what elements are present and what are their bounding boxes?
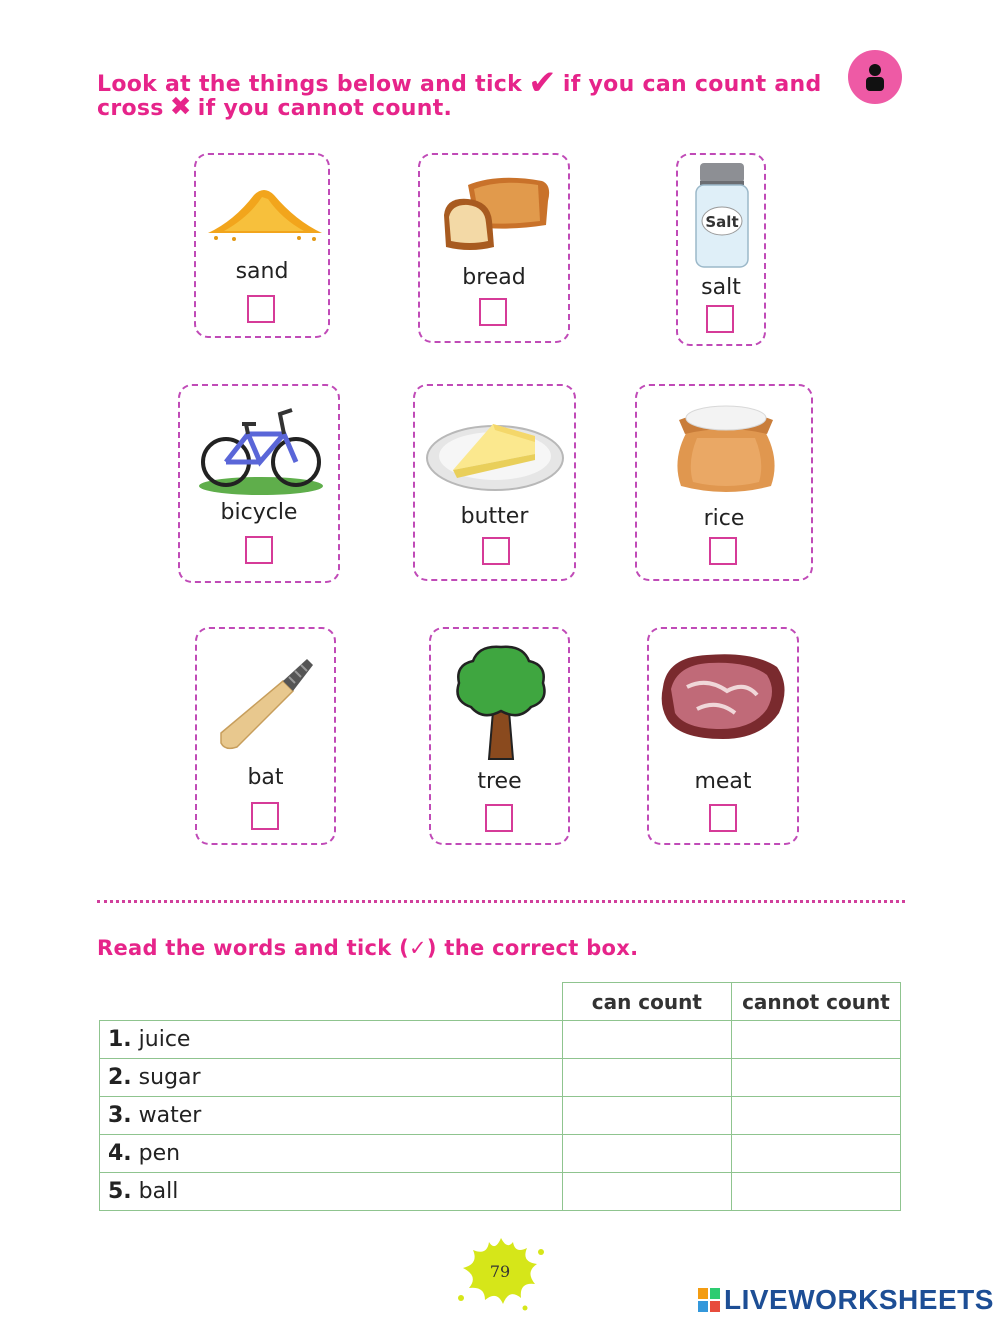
card-bread: [418, 153, 570, 343]
page-number: 79: [489, 1262, 511, 1281]
answer-cell-cannot-count[interactable]: [731, 1173, 900, 1211]
row-word: pen: [138, 1141, 181, 1166]
card-bicycle: [178, 384, 340, 583]
table-corner: [100, 983, 563, 1021]
instruction-text: Look at the things below and tick: [97, 72, 523, 97]
sand-icon: [204, 181, 324, 243]
card-tree: [429, 627, 570, 845]
row-number: 1.: [108, 1027, 132, 1052]
instruction-text: if you cannot count.: [197, 96, 453, 121]
checkbox-rice[interactable]: [709, 537, 737, 565]
checkbox-bat[interactable]: [251, 802, 279, 830]
checkbox-butter[interactable]: [482, 537, 510, 565]
column-header-cannot-count: cannot count: [731, 983, 900, 1021]
table-row: [100, 1021, 901, 1059]
table-row: [100, 1135, 901, 1173]
card-label: rice: [703, 506, 745, 531]
checkbox-salt[interactable]: [706, 305, 734, 333]
instruction-line-2: [97, 92, 452, 122]
row-number: 3.: [108, 1103, 132, 1128]
meat-icon: [657, 647, 789, 747]
instruction-text: cross: [97, 96, 164, 121]
butter-icon: [423, 406, 567, 494]
rice-sack-icon: [671, 398, 781, 498]
row-number: 4.: [108, 1141, 132, 1166]
checkbox-tree[interactable]: [485, 804, 513, 832]
answer-cell-can-count[interactable]: [562, 1135, 731, 1173]
table-row: [100, 1097, 901, 1135]
section-divider: [97, 900, 905, 903]
row-word: juice: [138, 1027, 191, 1052]
tick-icon: ✔: [528, 63, 557, 103]
card-salt: [676, 153, 766, 346]
row-word-cell: [100, 1021, 563, 1059]
card-label: bicycle: [220, 500, 298, 525]
row-word-cell: [100, 1135, 563, 1173]
card-label: sand: [235, 259, 289, 284]
row-word: sugar: [138, 1065, 201, 1090]
salt-shaker-text: Salt: [705, 213, 739, 231]
answer-cell-can-count[interactable]: [562, 1021, 731, 1059]
card-rice: [635, 384, 813, 581]
answer-cell-cannot-count[interactable]: [731, 1059, 900, 1097]
instruction-text: if you can count and: [562, 72, 822, 97]
card-label: bat: [247, 765, 284, 790]
answer-cell-cannot-count[interactable]: [731, 1135, 900, 1173]
card-label: meat: [694, 769, 752, 794]
card-label: salt: [701, 275, 741, 300]
checkbox-bicycle[interactable]: [245, 536, 273, 564]
table-row: [100, 1173, 901, 1211]
card-butter: [413, 384, 576, 581]
brand-name: LIVEWORKSHEETS: [724, 1284, 994, 1315]
row-word-cell: [100, 1097, 563, 1135]
instruction-2: Read the words and tick (✓) the correct box.: [97, 936, 639, 960]
row-word-cell: [100, 1059, 563, 1097]
liveworksheets-logo-icon: [698, 1288, 720, 1312]
tree-icon: [453, 641, 549, 765]
answer-cell-can-count[interactable]: [562, 1059, 731, 1097]
card-meat: [647, 627, 799, 845]
table-row: [100, 1059, 901, 1097]
bread-icon: [438, 171, 554, 259]
answer-cell-can-count[interactable]: [562, 1173, 731, 1211]
salt-shaker-icon: [692, 161, 752, 271]
answer-cell-can-count[interactable]: [562, 1097, 731, 1135]
row-number: 5.: [108, 1179, 132, 1204]
card-label: butter: [460, 504, 529, 529]
checkbox-bread[interactable]: [479, 298, 507, 326]
checkbox-meat[interactable]: [709, 804, 737, 832]
row-word-cell: [100, 1173, 563, 1211]
card-sand: [194, 153, 330, 338]
bicycle-icon: [196, 400, 326, 496]
row-word: ball: [138, 1179, 179, 1204]
table-header-row: [100, 983, 901, 1021]
row-number: 2.: [108, 1065, 132, 1090]
cricket-bat-icon: [213, 651, 317, 755]
cross-icon: ✖: [169, 92, 192, 122]
individual-work-icon: [848, 50, 902, 104]
column-header-can-count: can count: [562, 983, 731, 1021]
card-label: tree: [477, 769, 522, 794]
card-label: bread: [462, 265, 526, 290]
answer-cell-cannot-count[interactable]: [731, 1097, 900, 1135]
checkbox-sand[interactable]: [247, 295, 275, 323]
card-bat: [195, 627, 336, 845]
answer-cell-cannot-count[interactable]: [731, 1021, 900, 1059]
row-word: water: [138, 1103, 202, 1128]
count-table: [99, 982, 901, 1211]
